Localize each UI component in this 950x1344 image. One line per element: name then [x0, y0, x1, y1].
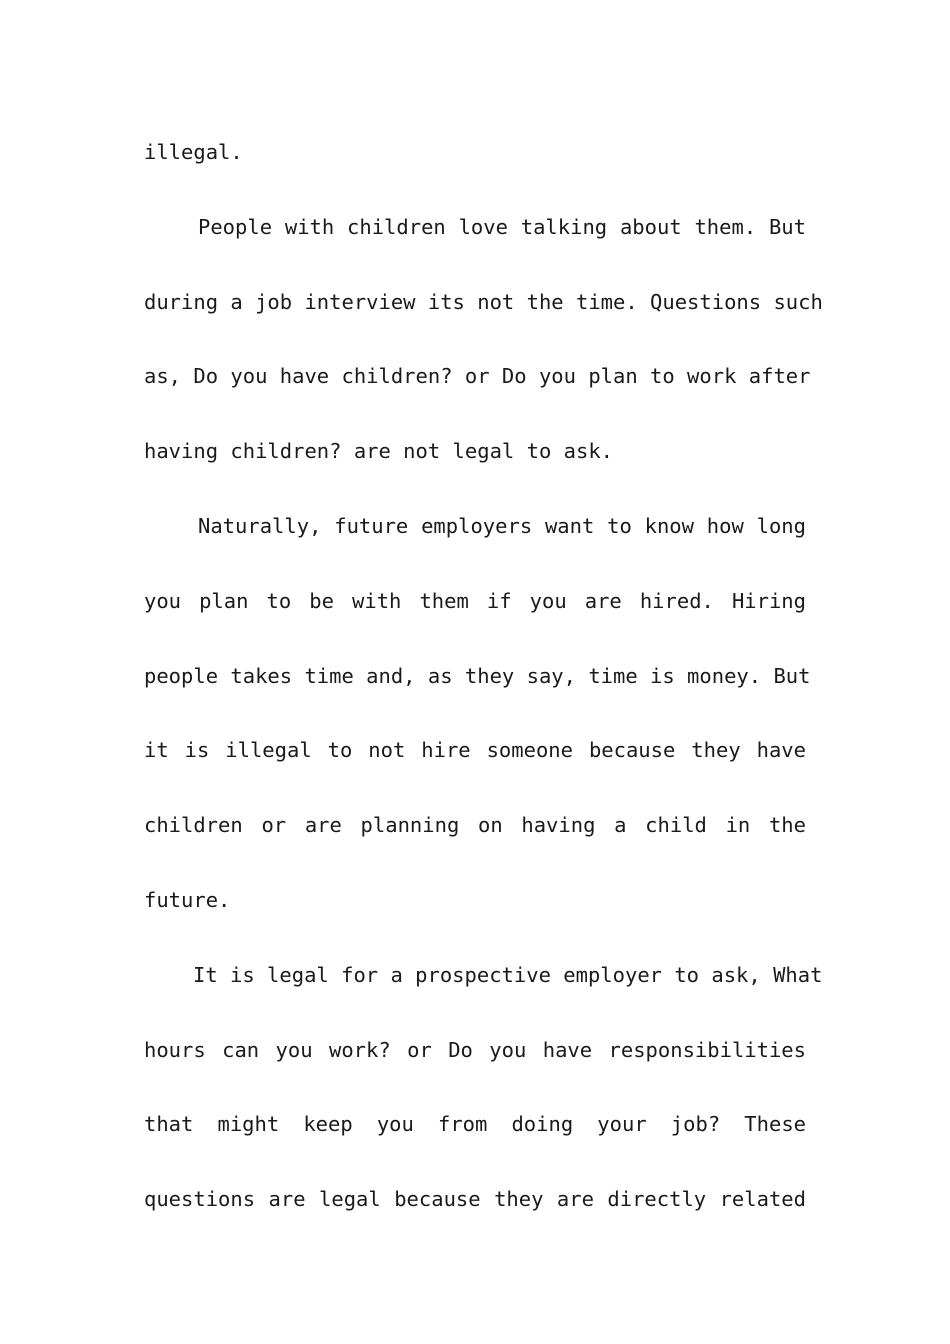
text-line: hours can you work? or Do you have responsibilities [144, 1037, 806, 1062]
body-text [144, 134, 823, 1256]
text-line: having children? are not legal to ask. [144, 439, 613, 464]
text-line: children or are planning on having a child in the [144, 813, 806, 838]
text-line: during a job interview its not the time. Questions such [144, 289, 823, 314]
paragraph-first-line: It is legal for a prospective employer to ask, What [193, 962, 823, 987]
text-line: it is illegal to not hire someone because they have [144, 738, 806, 763]
paragraph-first-line: People with children love talking about them. But [198, 214, 806, 239]
text-line: illegal. [144, 140, 243, 164]
text-line: as, Do you have children? or Do you plan to work after [144, 364, 811, 389]
text-line: questions are legal because they are directly related [144, 1187, 806, 1212]
text-line: you plan to be with them if you are hired. Hiring [144, 588, 806, 613]
text-line: future. [144, 887, 231, 912]
text-line: that might keep you from doing your job? These [144, 1112, 806, 1137]
text-line: people takes time and, as they say, time is money. But [144, 663, 811, 688]
paragraph-first-line: Naturally, future employers want to know how long [198, 513, 806, 538]
